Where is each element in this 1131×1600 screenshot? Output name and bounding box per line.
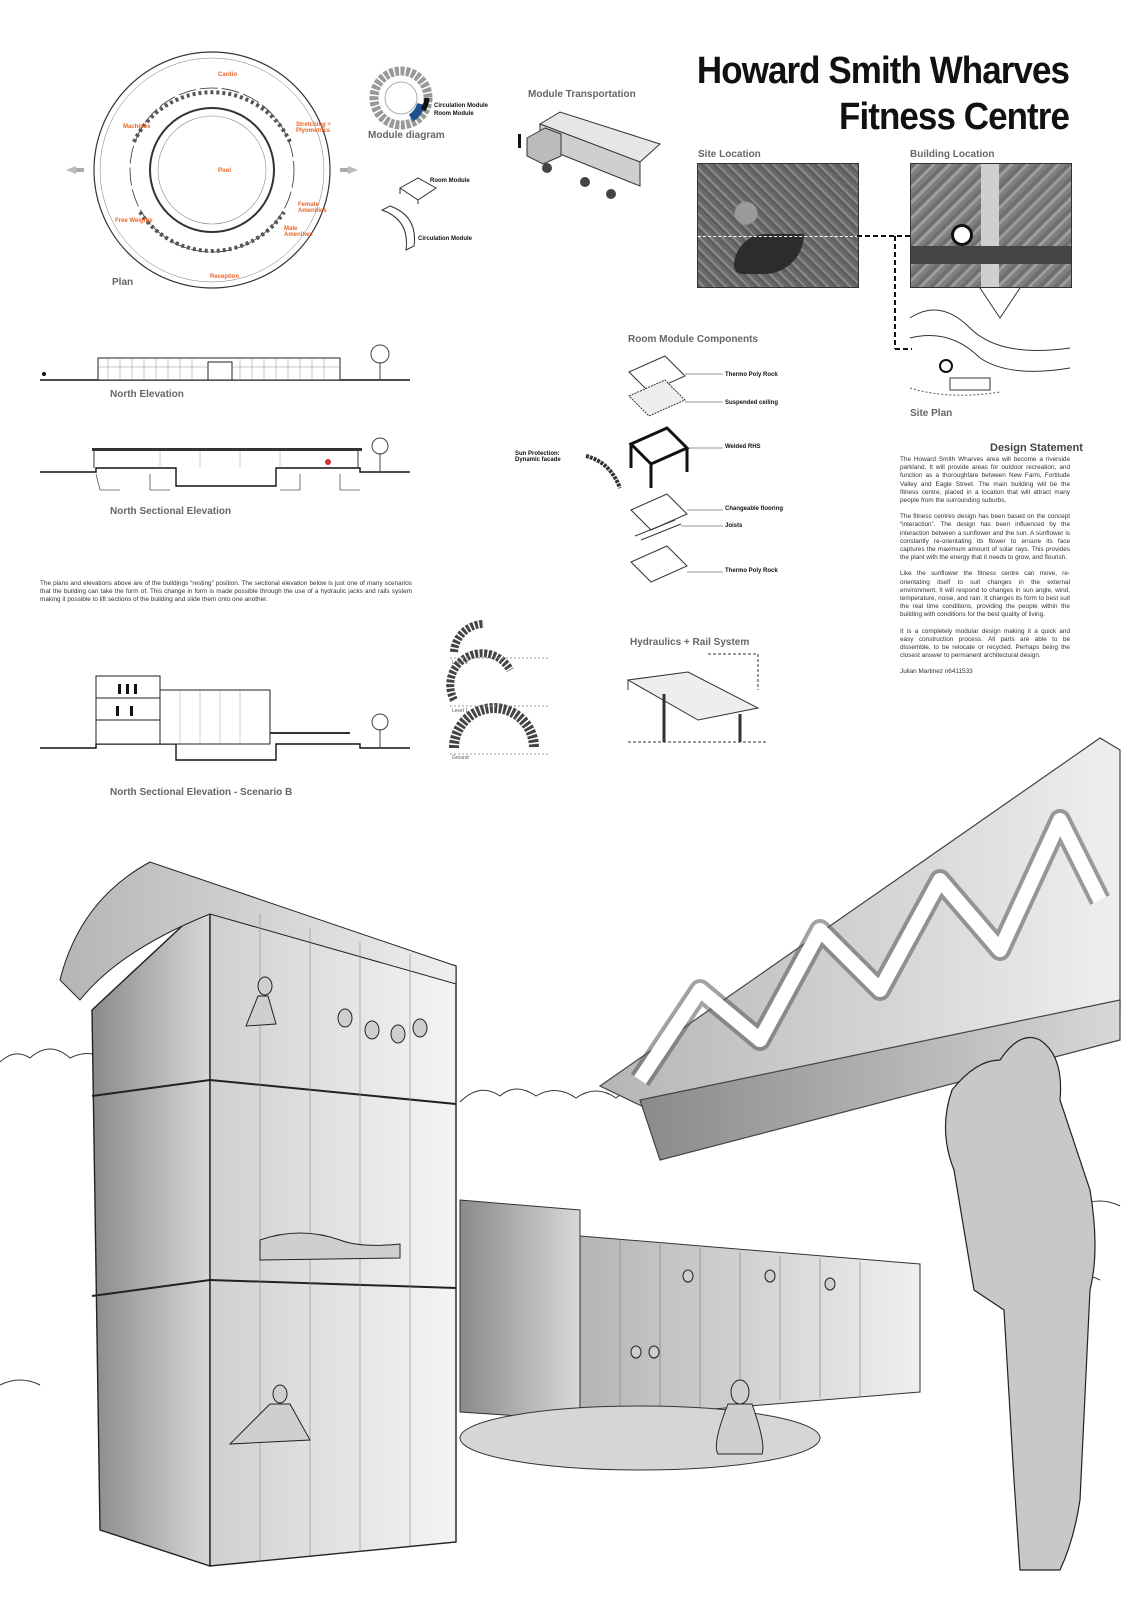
circulation-module-sketch [380,206,420,256]
north-elevation-label: North Elevation [110,389,184,400]
room-components-label: Room Module Components [628,334,758,345]
room-female-amenities: Female Amenities [298,202,327,214]
design-statement-heading: Design Statement [990,442,1083,454]
site-plan-sketch [910,288,1070,408]
design-statement-text [900,456,1070,677]
truck-sketch [515,104,665,214]
ground-label: Ground [452,755,469,761]
scenario-b-drawing [40,672,410,772]
scenario-b-label: North Sectional Elevation - Scenario B [110,787,293,798]
site-location-label: Site Location [698,149,761,160]
component-welded-rhs: Welded RHS [725,444,761,450]
room-male-amenities: Male Amenities [284,226,313,238]
building-location-map [910,163,1072,288]
component-suspended-ceiling: Suspended ceiling [725,400,779,406]
site-plan-label: Site Plan [910,408,953,419]
building-location-label: Building Location [910,149,995,160]
room-cardio: Cardio [218,72,238,78]
room-module-label: Room Module [430,178,470,184]
hydraulics-drawing [628,650,768,750]
north-elevation-drawing [40,340,410,390]
room-reception: Reception [210,274,240,280]
design-statement-p3: Like the sunflower the fitness centre can move, re-orientating itself to suit changes in the external environment. It will respond to changes in sun angle, wind, temperature, noise, and rain. It changes its form to best suit the real time conditions, providing the people within the building with conditions for the best quality of living. [900,570,1070,619]
component-joists: Joists [725,523,743,529]
room-free-weights: Free Weights [115,218,153,224]
resting-description: The plans and elevations above are of the buildings “resting” position. The sectional elevation below is just one of many scenarios that the building can take the form of. This change in form is made possible through the use of a hydraulic jacks and rails system making it possible to lift sections of the building and slide them onto one another. [40,580,412,604]
room-pool: Pool [218,168,231,174]
room-stretching: Stretching + Plyometrics [296,122,331,134]
component-thermo-poly-rock-bottom: Thermo Poly Rock [725,568,778,574]
design-statement-p2: The fitness centres design has been based on the concept “interaction”. The design has been influenced by the interaction between a sunflower and the sun. A sunflower is constantly re-orientating its flower to ensure its face captures the maximum amount of solar rays. This provides the plant with the energy that it needs to grow, and flourish. [900,513,1070,562]
north-sectional-elevation-drawing [40,438,410,500]
perspective-rendering [0,800,1131,1600]
exploded-axonometric [625,352,725,582]
dynamic-facade-sketch [584,452,624,492]
circulation-module-label: Circulation Module [418,236,472,242]
legend-circulation-module: Circulation Module [434,103,488,109]
level-2-label: Level 2 [452,660,469,666]
module-transportation-label: Module Transportation [528,89,636,100]
component-thermo-poly-rock-top: Thermo Poly Rock [725,372,778,378]
module-diagram-label: Module diagram [368,130,445,141]
title-line-2: Fitness Centre [839,96,1069,138]
plan-label: Plan [112,277,134,288]
levels-diagram [450,622,550,762]
component-changeable-flooring: Changeable flooring [725,506,784,512]
module-diagram-ring [371,68,431,128]
room-machines: Machines [123,124,151,130]
hydraulics-label: Hydraulics + Rail System [630,637,750,648]
level-1-label: Level 1 [452,708,469,714]
page-title [683,48,1069,140]
site-location-map [697,163,859,288]
title-line-1: Howard Smith Wharves [696,50,1069,92]
design-statement-author: Julian Martinez n6411533 [900,668,973,676]
design-statement-p4: It is a completely modular design making it a quick and easy construction process. All parts are able to be dissemble, to be relocate or recycled. Perhaps being the closest answer to permanent architectural design. [900,627,1070,660]
sun-protection-label: Sun Protection: Dynamic facade [515,451,561,463]
north-sectional-elevation-label: North Sectional Elevation [110,506,232,517]
design-statement-p1: The Howard Smith Wharves area will become a riverside parkland. It will provide areas for outdoor recreation, and function as a thoroughfare between New Farm, Fortitude Valley and Eagle Street. The main building will be the fitness centre, placed in a location that will attract many people from the surrounding suburbs. [900,456,1070,505]
floor-plan-drawing [62,42,362,292]
legend-room-module: Room Module [434,111,474,117]
